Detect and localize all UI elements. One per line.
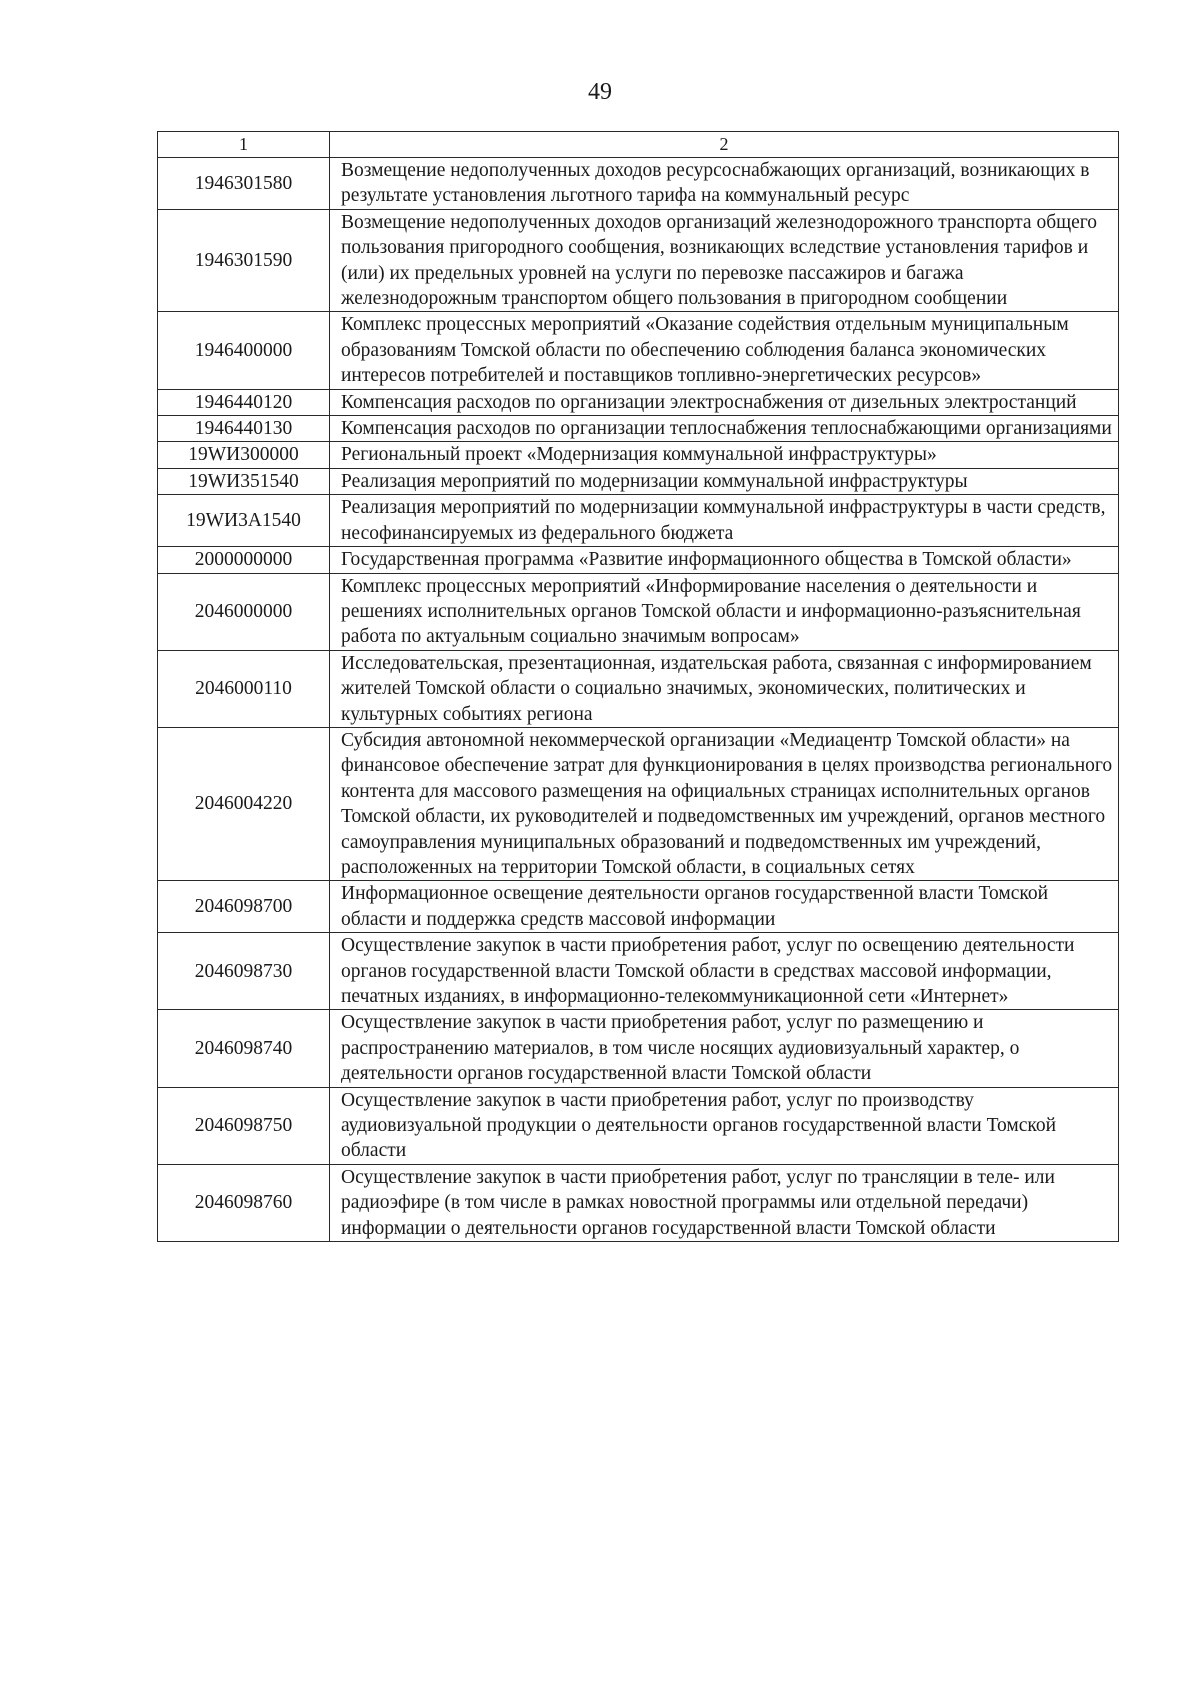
row-description: Возмещение недополученных доходов организаций железнодорожного транспорта общего пользования пригородного сообщения, возникающих вследствие установления тарифов и (или) их предельных уровней на услуги по перевозке пассажиров и багажа железнодорожным транспортом общего пользования в пригородном сообщении <box>330 209 1119 312</box>
column-header-2: 2 <box>330 132 1119 158</box>
row-code: 1946400000 <box>158 312 330 389</box>
row-description: Информационное освещение деятельности органов государственной власти Томской области и поддержка средств массовой информации <box>330 881 1119 933</box>
row-code: 19WИ3А1540 <box>158 495 330 547</box>
row-description: Субсидия автономной некоммерческой организации «Медиацентр Томской области» на финансовое обеспечение затрат для функционирования в целях производства регионального контента для массового размещения на официальных страницах исполнительных органов Томской области, их руководителей и подведомственных им учреждений, органов местного самоуправления муниципальных образований и подведомственных им учреждений, расположенных на территории Томской области, в социальных сетях <box>330 727 1119 880</box>
row-description: Осуществление закупок в части приобретения работ, услуг по размещению и распространению материалов, в том числе носящих аудиовизуальный характер, о деятельности органов государственной власти Томской области <box>330 1010 1119 1087</box>
table-row <box>158 650 1119 727</box>
table-row <box>158 1164 1119 1241</box>
row-description: Осуществление закупок в части приобретения работ, услуг по трансляции в теле- или радиоэфире (в том числе в рамках новостной программы или отдельной передачи) информации о деятельности органов государственной власти Томской области <box>330 1164 1119 1241</box>
row-code: 2000000000 <box>158 547 330 573</box>
row-code: 2046098750 <box>158 1087 330 1164</box>
column-header-1: 1 <box>158 132 330 158</box>
row-code: 2046098730 <box>158 933 330 1010</box>
table-row <box>158 1010 1119 1087</box>
table-row <box>158 416 1119 442</box>
row-description: Реализация мероприятий по модернизации коммунальной инфраструктуры в части средств, несофинансируемых из федерального бюджета <box>330 495 1119 547</box>
row-description: Реализация мероприятий по модернизации коммунальной инфраструктуры <box>330 468 1119 494</box>
row-code: 1946301580 <box>158 158 330 210</box>
row-code: 19WИ300000 <box>158 442 330 468</box>
row-description: Региональный проект «Модернизация коммунальной инфраструктуры» <box>330 442 1119 468</box>
row-description: Комплекс процессных мероприятий «Информирование населения о деятельности и решениях исполнительных органов Томской области и информационно-разъяснительная работа по актуальным социально значимым вопросам» <box>330 573 1119 650</box>
budget-codes-table <box>157 131 1119 1242</box>
table-header-row <box>158 132 1119 158</box>
row-code: 2046000110 <box>158 650 330 727</box>
row-code: 2046098700 <box>158 881 330 933</box>
table-row <box>158 881 1119 933</box>
table-row <box>158 547 1119 573</box>
row-code: 2046004220 <box>158 727 330 880</box>
row-description: Компенсация расходов по организации электроснабжения от дизельных электростанций <box>330 389 1119 415</box>
table-row <box>158 573 1119 650</box>
row-code: 1946440130 <box>158 416 330 442</box>
row-code: 19WИ351540 <box>158 468 330 494</box>
table-row <box>158 1087 1119 1164</box>
row-description: Возмещение недополученных доходов ресурсоснабжающих организаций, возникающих в результате установления льготного тарифа на коммунальный ресурс <box>330 158 1119 210</box>
row-description: Осуществление закупок в части приобретения работ, услуг по освещению деятельности органов государственной власти Томской области в средствах массовой информации, печатных изданиях, в информационно-телекоммуникационной сети «Интернет» <box>330 933 1119 1010</box>
row-code: 2046098740 <box>158 1010 330 1087</box>
table-row <box>158 209 1119 312</box>
row-description: Исследовательская, презентационная, издательская работа, связанная с информированием жителей Томской области о социально значимых, экономических, политических и культурных событиях региона <box>330 650 1119 727</box>
row-code: 2046098760 <box>158 1164 330 1241</box>
table-row <box>158 727 1119 880</box>
row-description: Государственная программа «Развитие информационного общества в Томской области» <box>330 547 1119 573</box>
row-description: Компенсация расходов по организации теплоснабжения теплоснабжающими организациями <box>330 416 1119 442</box>
row-code: 2046000000 <box>158 573 330 650</box>
row-code: 1946301590 <box>158 209 330 312</box>
table-row <box>158 158 1119 210</box>
table-row <box>158 468 1119 494</box>
table-row <box>158 442 1119 468</box>
row-code: 1946440120 <box>158 389 330 415</box>
page-number: 49 <box>588 79 612 105</box>
table-row <box>158 495 1119 547</box>
row-description: Комплекс процессных мероприятий «Оказание содействия отдельным муниципальным образованиям Томской области по обеспечению соблюдения баланса экономических интересов потребителей и поставщиков топливно-энергетических ресурсов» <box>330 312 1119 389</box>
table-row <box>158 933 1119 1010</box>
row-description: Осуществление закупок в части приобретения работ, услуг по производству аудиовизуальной продукции о деятельности органов государственной власти Томской области <box>330 1087 1119 1164</box>
table-row <box>158 312 1119 389</box>
table-row <box>158 389 1119 415</box>
